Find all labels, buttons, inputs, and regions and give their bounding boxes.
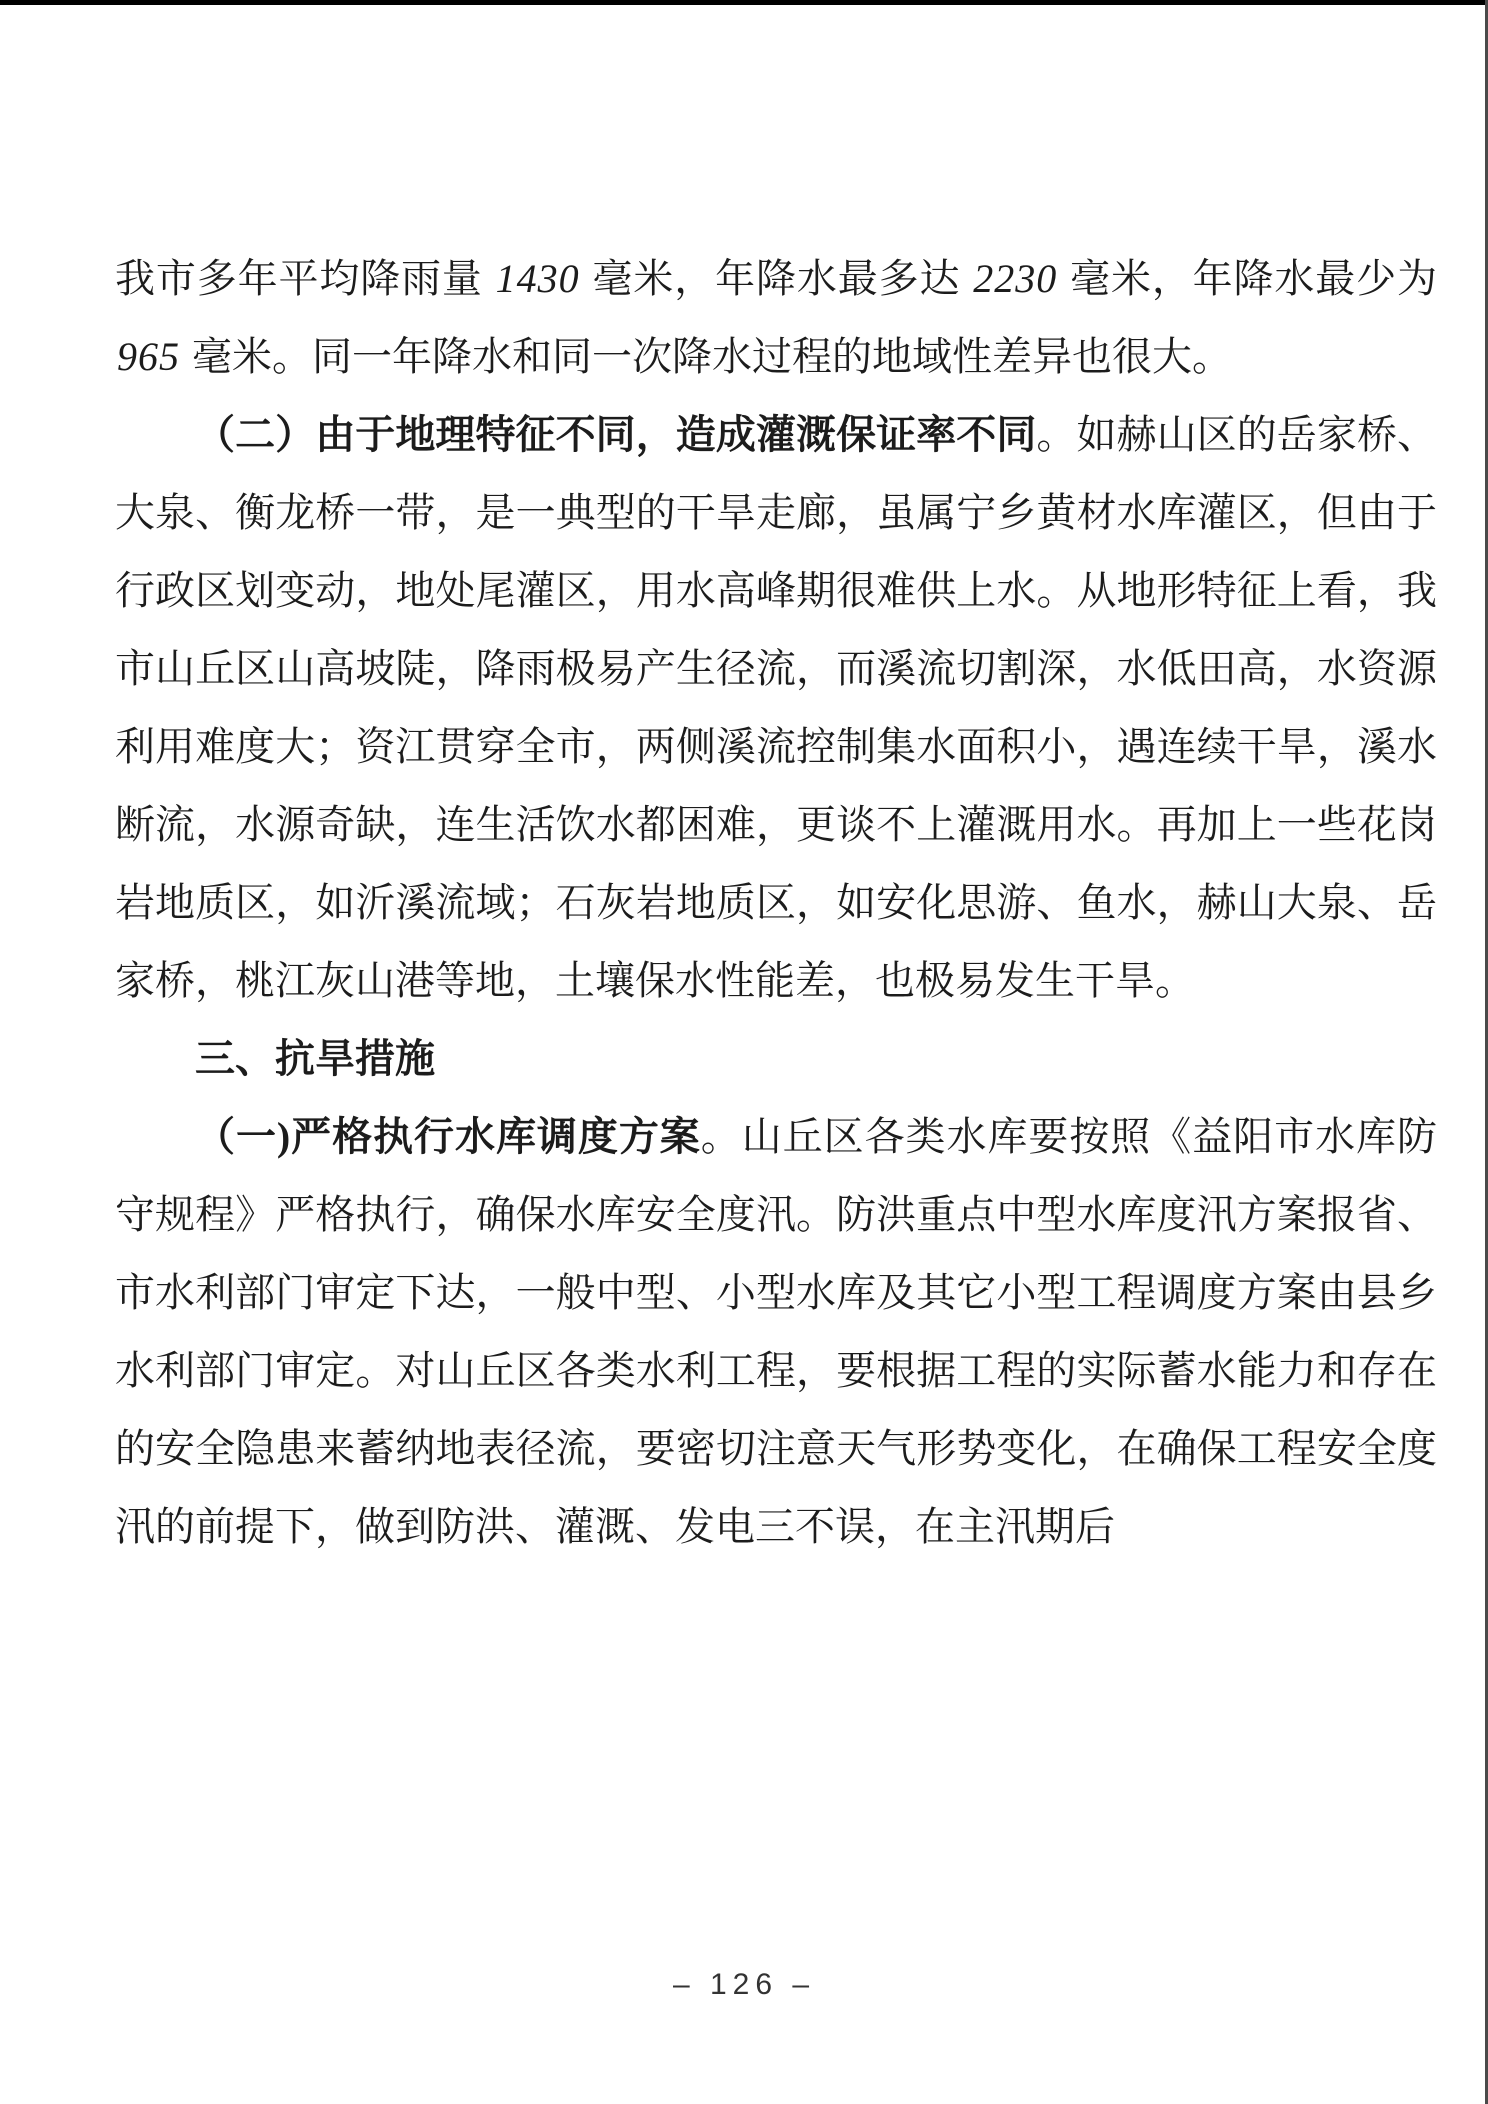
body-text: 我市多年平均降雨量 [115,256,494,301]
page-number: – 126 – [672,1968,816,2001]
numeric-value: 965 [117,334,180,379]
body-text: 。如赫山区的岳家桥、大泉、衡龙桥一带，是一典型的干旱走廊，虽属宁乡黄材水库灌区，但由于行政区划变动，地处尾灌区，用水高峰期很难供上水。从地形特征上看，我市山丘区山高坡陡，降雨极易产生径流，而溪流切割深，水低田高，水资源利用难度大；资江贯穿全市，两侧溪流控制集水面积小，遇连续干旱，溪水断流，水源奇缺，连生活饮水都困难，更谈不上灌溉用水。再加上一些花岗岩地质区，如沂溪流域；石灰岩地质区，如安化思游、鱼水，赫山大泉、岳家桥，桃江灰山港等地，土壤保水性能差，也极易发生干旱。 [115,412,1438,1003]
body-text: 。山丘区各类水库要按照《益阳市水库防守规程》严格执行，确保水库安全度汛。防洪重点中型水库度汛方案报省、市水利部门审定下达，一般中型、小型水库及其它小型工程调度方案由县乡水利部门审定。对山丘区各类水利工程，要根据工程的实际蓄水能力和存在的安全隐患来蓄纳地表径流，要密切注意天气形势变化，在确保工程安全度汛的前提下，做到防洪、灌溉、发电三不误，在主汛期后 [115,1114,1437,1549]
bold-lead-text: （一)严格执行水库调度方案 [195,1114,701,1159]
numeric-value: 2230 [973,256,1058,301]
paragraph-reservoir-dispatch [115,1098,1437,1566]
page-top-border [0,0,1488,5]
section-heading [115,1020,1437,1098]
paragraph-rainfall-statistics [115,240,1437,396]
page-footer [0,1968,1488,2002]
body-text: 毫米，年降水最少为 [1059,256,1438,301]
body-text: 毫米，年降水最多达 [581,256,972,301]
bold-lead-text: （二）由于地理特征不同，造成灌溉保证率不同 [195,412,1037,457]
document-content [115,240,1437,1566]
numeric-value: 1430 [495,256,580,301]
body-text: 毫米。同一年降水和同一次降水过程的地域性差异也很大。 [182,334,1232,379]
paragraph-geographic-features [115,396,1437,1020]
heading-text: 三、抗旱措施 [195,1037,435,1081]
